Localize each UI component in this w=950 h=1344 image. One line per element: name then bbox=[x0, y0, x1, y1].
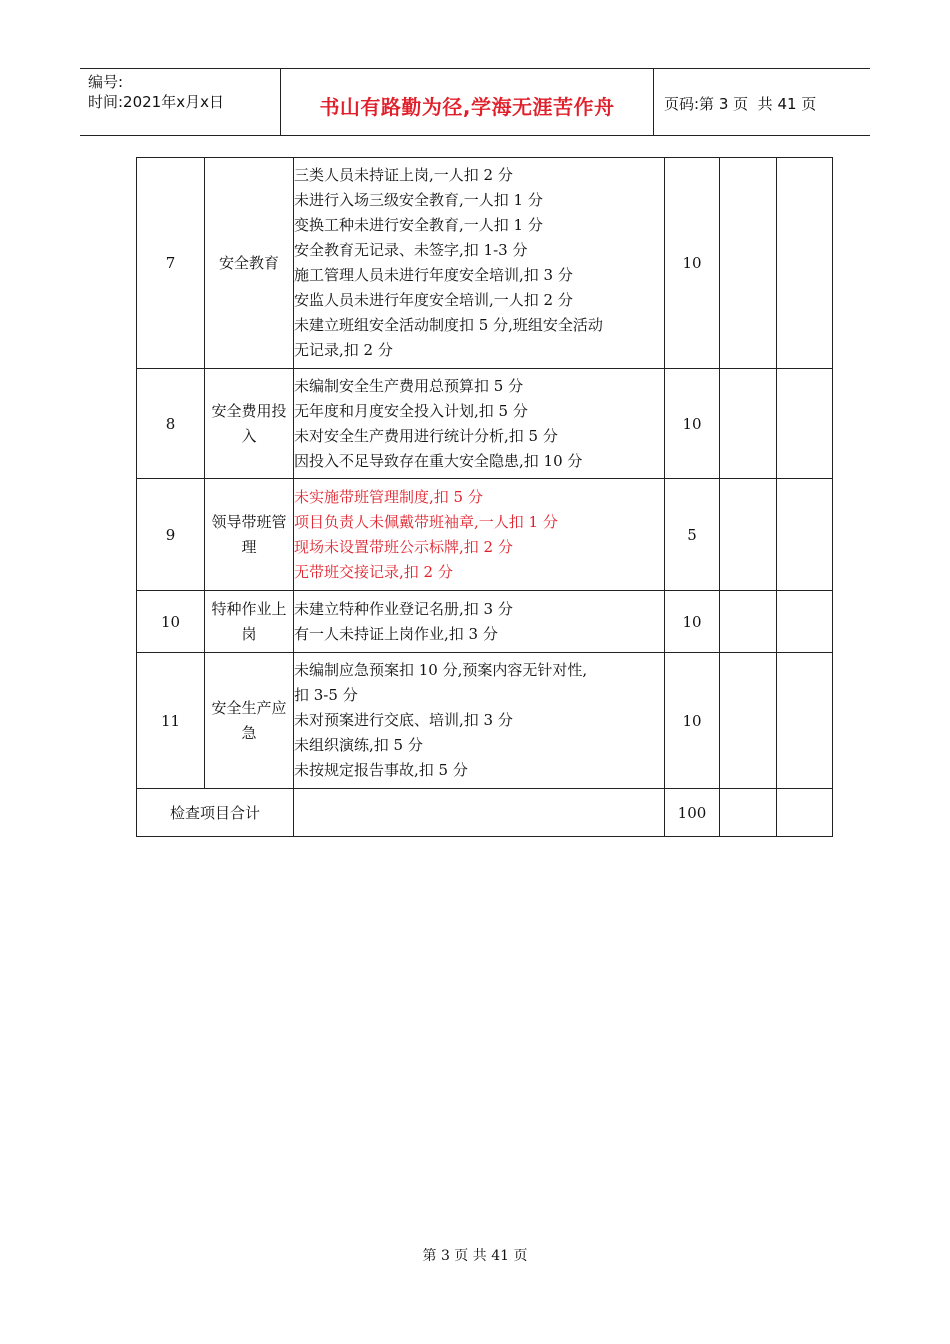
table-row bbox=[137, 158, 833, 369]
rule-line: 未实施带班管理制度,扣 5 分 bbox=[294, 487, 483, 506]
blank-cell bbox=[777, 158, 833, 369]
blank-cell bbox=[720, 789, 777, 837]
rule-line: 安全教育无记录、未签字,扣 1-3 分 bbox=[294, 241, 528, 259]
header-page-info bbox=[654, 69, 870, 135]
page-label: 页码:第 3 页 共 41 页 bbox=[664, 94, 817, 113]
row-score: 10 bbox=[665, 369, 720, 479]
row-number: 11 bbox=[137, 653, 205, 789]
blank-cell bbox=[720, 158, 777, 369]
row-number: 10 bbox=[137, 591, 205, 653]
row-deduction-rules bbox=[294, 158, 665, 369]
row-deduction-rules bbox=[294, 369, 665, 479]
rule-line: 变换工种未进行安全教育,一人扣 1 分 bbox=[294, 216, 543, 234]
row-number: 8 bbox=[137, 369, 205, 479]
rule-line: 施工管理人员未进行年度安全培训,扣 3 分 bbox=[294, 266, 573, 284]
rule-line: 安监人员未进行年度安全培训,一人扣 2 分 bbox=[294, 291, 573, 309]
rule-line: 未对安全生产费用进行统计分析,扣 5 分 bbox=[294, 426, 558, 445]
rule-line: 现场未设置带班公示标牌,扣 2 分 bbox=[294, 537, 513, 556]
rule-line: 因投入不足导致存在重大安全隐患,扣 10 分 bbox=[294, 451, 583, 470]
row-item-name: 领导带班管理 bbox=[205, 479, 294, 591]
rule-line: 无记录,扣 2 分 bbox=[294, 341, 393, 359]
rule-line: 未对预案进行交底、培训,扣 3 分 bbox=[294, 711, 513, 729]
row-score: 10 bbox=[665, 653, 720, 789]
rule-line: 未编制安全生产费用总预算扣 5 分 bbox=[294, 376, 524, 395]
page-footer: 第 3 页 共 41 页 bbox=[422, 1248, 528, 1264]
code-label: 编号: bbox=[88, 73, 124, 91]
rule-line: 项目负责人未佩戴带班袖章,一人扣 1 分 bbox=[294, 512, 558, 531]
row-item-name: 安全生产应急 bbox=[205, 653, 294, 789]
total-score: 100 bbox=[665, 789, 720, 837]
rule-line: 未编制应急预案扣 10 分,预案内容无针对性, bbox=[294, 661, 588, 679]
rule-line: 无带班交接记录,扣 2 分 bbox=[294, 562, 453, 581]
blank-cell bbox=[720, 479, 777, 591]
row-item-name: 特种作业上岗 bbox=[205, 591, 294, 653]
blank-cell bbox=[720, 369, 777, 479]
blank-cell bbox=[294, 789, 665, 837]
row-score: 10 bbox=[665, 158, 720, 369]
rule-line: 扣 3-5 分 bbox=[294, 686, 358, 704]
blank-cell bbox=[777, 479, 833, 591]
time-label: 时间:2021年x月x日 bbox=[88, 93, 224, 111]
row-number: 7 bbox=[137, 158, 205, 369]
table-row bbox=[137, 653, 833, 789]
rule-line: 无年度和月度安全投入计划,扣 5 分 bbox=[294, 401, 528, 420]
rule-line: 有一人未持证上岗作业,扣 3 分 bbox=[294, 624, 498, 643]
table-row bbox=[137, 369, 833, 479]
inspection-table bbox=[136, 157, 833, 837]
row-item-name: 安全费用投入 bbox=[205, 369, 294, 479]
blank-cell bbox=[720, 591, 777, 653]
header-meta bbox=[80, 69, 281, 135]
rule-line: 未建立特种作业登记名册,扣 3 分 bbox=[294, 599, 513, 618]
row-item-name: 安全教育 bbox=[205, 158, 294, 369]
header-motto: 书山有路勤为径,学海无涯苦作舟 bbox=[281, 69, 654, 135]
row-number: 9 bbox=[137, 479, 205, 591]
row-deduction-rules bbox=[294, 591, 665, 653]
rule-line: 未按规定报告事故,扣 5 分 bbox=[294, 761, 468, 779]
row-score: 10 bbox=[665, 591, 720, 653]
table-row bbox=[137, 591, 833, 653]
blank-cell bbox=[777, 591, 833, 653]
blank-cell bbox=[777, 653, 833, 789]
total-label: 检查项目合计 bbox=[137, 789, 294, 837]
page-header bbox=[80, 68, 870, 136]
rule-line: 未进行入场三级安全教育,一人扣 1 分 bbox=[294, 191, 543, 209]
row-score: 5 bbox=[665, 479, 720, 591]
row-deduction-rules bbox=[294, 479, 665, 591]
total-row bbox=[137, 789, 833, 837]
blank-cell bbox=[777, 369, 833, 479]
rule-line: 未建立班组安全活动制度扣 5 分,班组安全活动 bbox=[294, 316, 603, 334]
blank-cell bbox=[720, 653, 777, 789]
rule-line: 三类人员未持证上岗,一人扣 2 分 bbox=[294, 166, 513, 184]
table-row bbox=[137, 479, 833, 591]
row-deduction-rules bbox=[294, 653, 665, 789]
blank-cell bbox=[777, 789, 833, 837]
rule-line: 未组织演练,扣 5 分 bbox=[294, 736, 423, 754]
